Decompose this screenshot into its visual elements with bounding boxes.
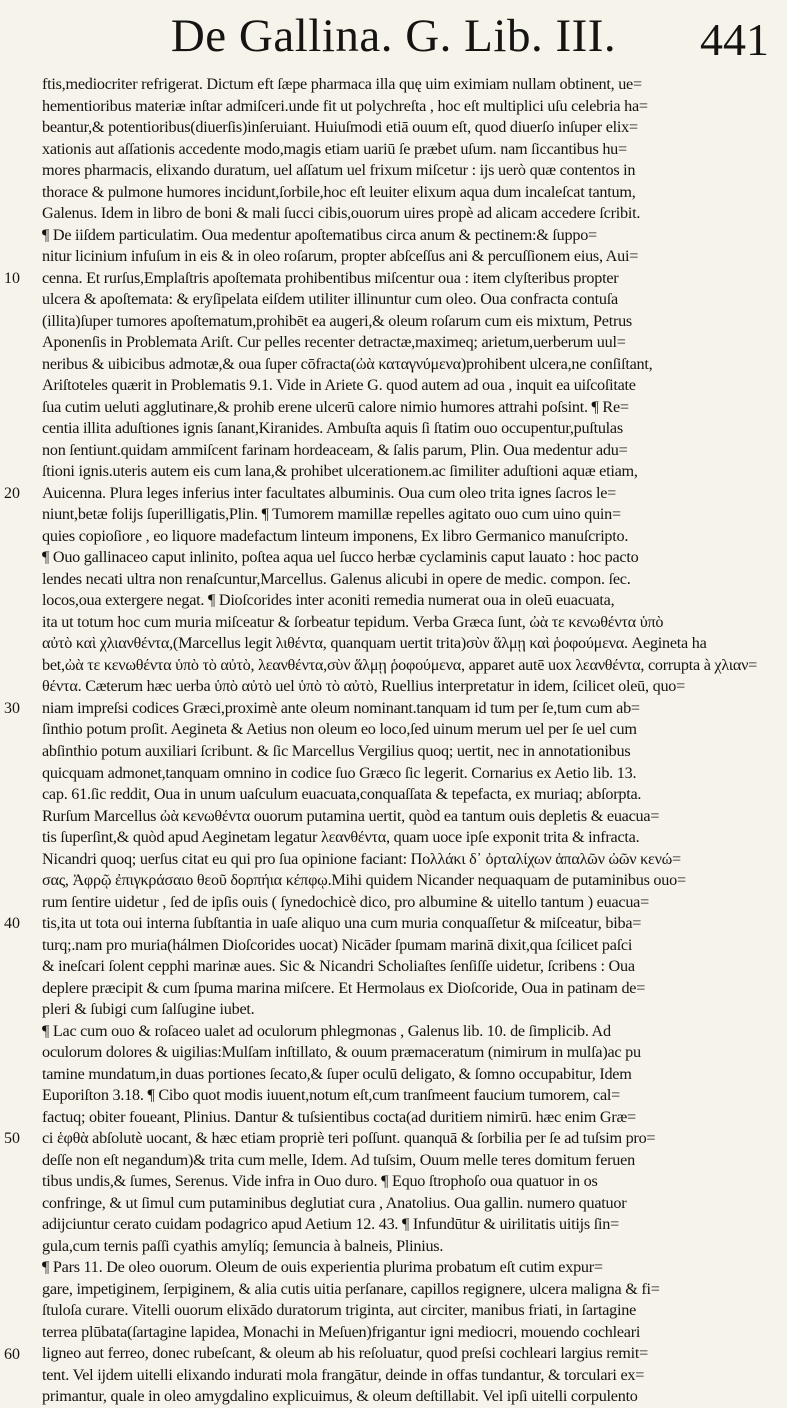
text-line: oculorum dolores & uigilias:Mulſam inſtillato, & ouum præmaceratum (nimirum in mulſa)ac pu bbox=[42, 1043, 641, 1062]
text-line: αὐτὸ καὶ χλιανθέντα,(Marcellus legit λιθέντα, quanquam uertit trita)σὺν ἅλμῃ καὶ ῥοφούμενα. Aegineta ha bbox=[42, 634, 707, 653]
text-line: Aponenſis in Problemata Ariſt. Cur pelles recenter detractæ,maximeq; arietum,uerberum uul= bbox=[42, 333, 626, 352]
text-line: non ſentiunt.quidam ammiſcent farinam hordeaceam, & ſalis parum, Plin. Oua medentur adu= bbox=[42, 440, 628, 459]
text-line: ¶ Ouo gallinaceo caput inlinito, poſtea aqua uel ſucco herbæ cyclaminis caput lauato : hoc pacto bbox=[42, 548, 639, 567]
text-line: adijciuntur cerato cuidam podagrico apud Aetium 12. 43. ¶ Infundūtur & uirilitatis uitijs ſin= bbox=[42, 1215, 619, 1234]
text-line: Auicenna. Plura leges inferius inter facultates albuminis. Oua cum oleo trita ignes ſacros le= bbox=[42, 483, 617, 502]
text-line: tent. Vel ijdem uitelli elixando indurati mola frangātur, deinde in offas tundantur, & torculari ex= bbox=[42, 1365, 645, 1384]
margin-line-number: 20 bbox=[4, 484, 20, 502]
page-number: 441 bbox=[700, 14, 769, 65]
text-line: locos,oua extergere negat. ¶ Dioſcorides inter aconiti remedia numerat oua in oleū euacuata, bbox=[42, 591, 615, 610]
running-title: De Gallina. G. Lib. III. bbox=[170, 10, 617, 62]
text-line: factuq; obiter foueant, Plinius. Dantur & tuſsientibus cocta(ad duritiem nimirū. hæc enim Græ= bbox=[42, 1107, 636, 1126]
text-line: tibus undis,& ſumes, Serenus. Vide infra in Ouo duro. ¶ Equo ſtrophoſo oua quatuor in os bbox=[42, 1172, 598, 1191]
text-line: ¶ Pars 11. De oleo ouorum. Oleum de ouis experientia plurima probatum eſt cutim expur= bbox=[42, 1258, 603, 1277]
text-line: nitur licinium infuſum in eis & in oleo roſarum, propter abſceſſus ani & percuſſionem eius, Aui= bbox=[42, 247, 639, 266]
text-line: thorace & pulmone humores incidunt,ſorbile,hoc eſt leuiter elixum aqua dum incaleſcat tantum, bbox=[42, 182, 636, 201]
text-line: ſinthio potum proſit. Aegineta & Aetius non oleum eo loco,ſed uinum merum uel per ſe uel cum bbox=[42, 720, 637, 739]
text-line: bet,ὠὰ τε κενωθέντα ὑπὸ τὸ αὐτὸ, λεανθέντα,σὺν ἅλμῃ ῥοφούμενα, apparet autē uox λεανθέντα, corrupta à χλιαν= bbox=[42, 655, 758, 674]
text-line: primantur, quale in oleo amygdalino explicuimus, & oleum deſtillabit. Vel ipſi uitelli corpulento bbox=[42, 1387, 638, 1406]
text-line: quicquam admonet,tanquam omnino in codice ſuo Græco ſic legerit. Cornarius ex Aetio lib. 13. bbox=[42, 763, 637, 782]
text-line: deſſe non eſt negandum)& trita cum melle, Idem. Ad tuſsim, Ouum melle teres domitum feruen bbox=[42, 1150, 635, 1169]
margin-line-number: 10 bbox=[4, 269, 20, 287]
text-line: ulcera & apoſtemata: & eryſipelata eiſdem utiliter illinuntur cum oleo. Oua confracta contuſa bbox=[42, 290, 618, 309]
text-line: ſtuloſa curare. Vitelli ouorum elixādo duratorum triginta, aut circiter, manibus friati, in ſartagine bbox=[42, 1301, 637, 1320]
text-line: Rurſum Marcellus ὠὰ κενωθέντα ouorum putamina uertit, quòd ea tantum ouis depletis & euacua= bbox=[42, 806, 660, 825]
text-line: deplere præcipit & cum ſpuma marina miſcere. Et Hermolaus ex Dioſcoride, Oua in patinam de= bbox=[42, 978, 646, 997]
text-line: quies copioſiore , eo liquore madefactum linteum imponens, Ex libro Germanico manuſcripto. bbox=[42, 526, 629, 545]
text-line: Ariſtoteles quærit in Problematis 9.1. Vide in Ariete G. quod autem ad oua , inquit ea uiſcoſitate bbox=[42, 376, 636, 395]
text-line: Nicandri quoq; uerſus citat eu qui pro ſua opinione faciant: Πολλάκι δ᾽ ὀρταλίχων ἀπαλῶν ὠῶν κενώ= bbox=[42, 849, 681, 868]
body-text bbox=[42, 74, 777, 1408]
text-line: tis,ita ut tota oui interna ſubſtantia in uaſe aliquo una cum muria conquaſſetur & miſceatur, biba= bbox=[42, 914, 642, 933]
text-line: gare, impetiginem, ſerpiginem, & alia cutis uitia perſanare, capillos regignere, ulcera maligna & fi= bbox=[42, 1279, 660, 1298]
text-line: ci ἑφθὰ abſolutè uocant, & hæc etiam propriè teri poſſunt. quanquā & ſorbilia per ſe ad tuſsim pro= bbox=[42, 1129, 656, 1148]
text-line: θέντα. Cæterum hæc uerba ὑπὸ αὐτὸ uel ὑπὸ τὸ αὐτὸ, Ruellius interpretatur in idem, ſcilicet oleū, quo= bbox=[42, 677, 686, 696]
text-line: hementioribus materiæ inſtar admiſceri.unde fit ut polychreſta , hoc eſt multiplici uſu celebria ha= bbox=[42, 96, 648, 115]
margin-line-number: 30 bbox=[4, 700, 20, 718]
text-line: turq;.nam pro muria(hálmen Dioſcorides uocat) Nicāder ſpumam marinā dixit,qua ſcilicet paſci bbox=[42, 935, 633, 954]
margin-line-number: 50 bbox=[4, 1130, 20, 1148]
text-line: cap. 61.ſic reddit, Oua in unum uaſculum euacuata,conquaſſata & tepefacta, ex muriaq; abſorpta. bbox=[42, 785, 642, 804]
text-line: ſtioni ignis.uteris autem eis cum lana,& prohibet ulcerationem.ac ſimiliter aduſtioni aquæ etiam, bbox=[42, 462, 638, 481]
text-line: ¶ De iiſdem particulatim. Oua medentur apoſtematibus circa anum & pectinem:& ſuppo= bbox=[42, 225, 597, 244]
text-line: σας, Ἀφρῷ ἐπιγκράσαιο θεοῦ δορπήια κέπφῳ.Mihi quidem Nicander nequaquam de putaminibus ouo= bbox=[42, 871, 686, 890]
text-line: cenna. Et rurſus,Emplaſtris apoſtemata prohibentibus miſcentur oua : item clyſteribus propter bbox=[42, 268, 619, 287]
text-line: neribus & uibicibus admotæ,& oua ſuper cōfracta(ὠὰ καταγνύμενα)prohibent ulcera,ne conſiſtant, bbox=[42, 354, 653, 373]
text-line: ftis,mediocriter refrigerat. Dictum eft ſæpe pharmaca illa quę uim eximiam nullam obtinent, ue= bbox=[42, 75, 642, 93]
text-line: niunt,betæ folijs ſuperilligatis,Plin. ¶ Tumorem mamillæ repelles agitato ouo cum uino quin= bbox=[42, 505, 621, 524]
text-line: centia illita aduſtiones ignis ſanant,Kiranides. Ambuſta aquis ſi ſtatim ouo occupentur,puſtulas bbox=[42, 419, 623, 438]
text-line: lendes necati ultra non renaſcuntur,Marcellus. Galenus alicubi in opere de medic. compon. ſec. bbox=[42, 569, 631, 588]
text-line: rum ſentire uidetur , ſed de ipſis ouis ( ſynedochicè dico, pro albumine & uitello tantum ) euacua= bbox=[42, 892, 649, 911]
text-line: tamine mundatum,in duas portiones ſecato,& ſuper oculū deligato, & ſomno occupabitur, Idem bbox=[42, 1064, 632, 1083]
text-line: Euporiſton 3.18. ¶ Cibo quot modis iuuent,notum eſt,cum tranſmeent faucium tumorem, cal= bbox=[42, 1086, 621, 1105]
text-line: tis ſuperſint,& quòd apud Aeginetam legatur λεανθέντα, quam uoce ipſe exponit trita & infracta. bbox=[42, 828, 640, 847]
margin-line-number: 60 bbox=[4, 1345, 20, 1363]
text-line: ita ut totum hoc cum muria miſceatur & ſorbeatur tepidum. Verba Græca ſunt, ὠὰ τε κενωθέντα ὑπὸ bbox=[42, 612, 664, 631]
text-line: abſinthio potum auxiliari ſcribunt. & ſic Marcellus Vergilius quoq; uertit, nec in annotationibus bbox=[42, 741, 631, 760]
text-line: (illita)ſuper tumores apoſtematum,prohibēt ea augeri,& oleum roſarum cum eis mixtum, Petrus bbox=[42, 311, 632, 330]
text-line: Galenus. Idem in libro de boni & mali ſucci cibis,ouorum uires propè ad alicam accedere ſcribit. bbox=[42, 204, 641, 223]
text-line: terrea plūbata(ſartagine lapidea, Monachi in Meſuen)frigantur igni mediocri, mouendo cochleari bbox=[42, 1322, 641, 1341]
text-line: mores pharmacis, elixando duratum, uel aſſatum uel frixum miſcetur : ijs uerò quæ contentos in bbox=[42, 161, 636, 180]
text-line: beantur,& potentioribus(diuerſis)inſeruiant. Huiuſmodi etiā ouum eſt, quod diuerſo inſuper elix= bbox=[42, 118, 638, 137]
text-line: ligneo aut ferreo, donec rubeſcant, & oleum ab his reſoluatur, quod preſsi cochleari largius remit= bbox=[42, 1344, 648, 1363]
text-line: & ineſcari ſolent cepphi marinæ aues. Sic & Nicandri Scholiaſtes ſenſiſſe uidetur, ſcribens : Oua bbox=[42, 957, 635, 976]
text-line: xationis aut aſſationis accedente modo,magis etiam uariū ſe præbet uſum. nam ſiccantibus hu= bbox=[42, 139, 627, 158]
text-line: pleri & ſubigi cum ſalſugine iubet. bbox=[42, 1000, 255, 1019]
text-line: niam impreſsi codices Græci,proximè ante oleum nominant.tanquam id tum per ſe,tum cum ab= bbox=[42, 698, 640, 717]
text-line: ſua cutim ueluti agglutinare,& prohib erene ulcerū calore nimio humores attrahi poſsint. ¶ Re= bbox=[42, 397, 629, 416]
text-line: ¶ Lac cum ouo & roſaceo ualet ad oculorum phlegmonas , Galenus lib. 10. de ſimplicib. Ad bbox=[42, 1021, 611, 1040]
running-header bbox=[0, 0, 787, 72]
margin-line-number: 40 bbox=[4, 915, 20, 933]
text-line: gula,cum ternis paſſi cyathis amylíq; ſemuncia à balneis, Plinius. bbox=[42, 1236, 444, 1255]
text-line: confringe, & ut ſimul cum putaminibus deglutiat cura , Anatolius. Oua gallin. numero quatuor bbox=[42, 1193, 627, 1212]
